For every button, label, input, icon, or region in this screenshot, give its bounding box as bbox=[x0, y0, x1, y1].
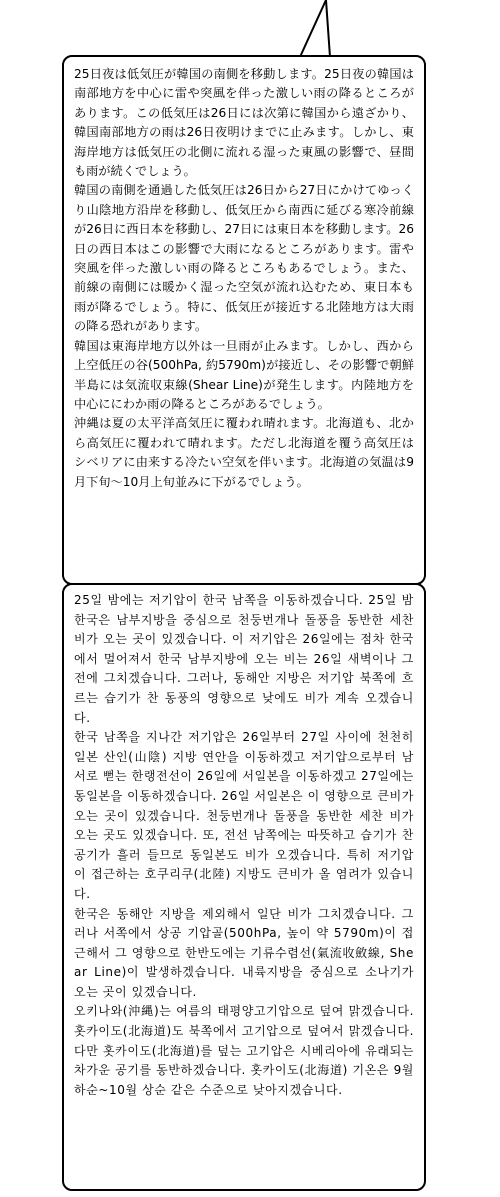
ja-paragraph-1: 25日夜は低気圧が韓国の南側を移動します。25日夜の韓国は南部地方を中心に雷や突風を伴った激しい雨の降るところがあります。この低気圧は26日には次第に韓国から遠ざかり、韓国南部地方の雨は26日夜明けまでに止みます。しかし、東海岸地方は低気圧の北側に流れる湿った東風の影響で、昼間も雨が続くでしょう。 bbox=[74, 67, 414, 179]
ko-paragraph-2: 한국 남쪽을 지나간 저기압은 26일부터 27일 사이에 천천히 일본 산인(山陰) 지방 연안을 이동하겠고 저기압으로부터 남서로 뻗는 한랭전선이 26일에 서일본을 이동하겠고 27일에는 동일본을 이동하겠습니다. 26일 서일본은 이 영향으로 큰비가 오는 곳이 있겠습니다. 천둥번개나 돌풍을 동반한 세찬 비가 오는 곳도 있겠습니다. 또, 전선 남쪽에는 따뜻하고 습기가 찬 공기가 흘러 들므로 동일본도 비가 오겠습니다. 특히 저기압이 접근하는 호쿠리쿠(北陸) 지방도 큰비가 올 염려가 있습니다. bbox=[74, 730, 414, 901]
speech-bubble-korean bbox=[62, 583, 426, 1191]
ko-paragraph-3: 한국은 동해안 지방을 제외해서 일단 비가 그치겠습니다. 그러나 서쪽에서 상공 기압골(500hPa, 높이 약 5790m)이 접근해서 그 영향으로 한반도에는 기류수렴선(氣流收斂線, Shear Line)이 발생하겠습니다. 내륙지방을 중심으로 소나기가 오는 곳이 있겠습니다. bbox=[74, 906, 414, 999]
speech-bubble-japanese bbox=[62, 55, 426, 585]
ja-paragraph-4: 沖縄は夏の太平洋高気圧に覆われ晴れます。北海道も、北から高気圧に覆われて晴れます。ただし北海道を覆う高気圧はシベリアに由来する冷たい空気を伴います。北海道の気温は9月下旬〜10月上旬並みに下がるでしょう。 bbox=[74, 416, 414, 489]
ko-paragraph-4: 오키나와(沖縄)는 여름의 태평양고기압으로 덮여 맑겠습니다. 홋카이도(北海道)도 북쪽에서 고기압으로 덮여서 맑겠습니다. 다만 홋카이도(北海道)를 덮는 고기압은 시베리아에 유래되는 차가운 공기를 동반하겠습니다. 홋카이도(北海道) 기온은 9월 하순~10월 상순 같은 수준으로 낮아지겠습니다. bbox=[74, 1004, 414, 1097]
ja-paragraph-3: 韓国は東海岸地方以外は一旦雨が止みます。しかし、西から上空低圧の谷(500hPa, 約5790m)が接近し、その影響で朝鮮半島には気流収束線(Shear Line)が発生します。内陸地方を中心ににわか雨の降るところがあるでしょう。 bbox=[74, 338, 414, 411]
ko-paragraph-1: 25일 밤에는 저기압이 한국 남쪽을 이동하겠습니다. 25일 밤 한국은 남부지방을 중심으로 천둥번개나 돌풍을 동반한 세찬 비가 오는 곳이 있겠습니다. 이 저기압은 26일에는 점차 한국에서 멀어져서 한국 남부지방에 오는 비는 26일 새벽이나 그 전에 그치겠습니다. 그러나, 동해안 지방은 저기압 북쪽에 흐르는 습기가 찬 동풍의 영향으로 낮에도 비가 계속 오겠습니다. bbox=[74, 593, 414, 725]
ja-paragraph-2: 韓国の南側を通過した低気圧は26日から27日にかけてゆっくり山陰地方沿岸を移動し、低気圧から南西に延びる寒冷前線が26日に西日本を移動し、27日には東日本を移動します。26日の西日本はこの影響で大雨になるところがあります。雷や突風を伴った激しい雨の降るところもあるでしょう。また、前線の南側には暖かく湿った空気が流れ込むため、東日本も雨が降るでしょう。特に、低気圧が接近する北陸地方は大雨の降る恐れがあります。 bbox=[74, 183, 414, 334]
